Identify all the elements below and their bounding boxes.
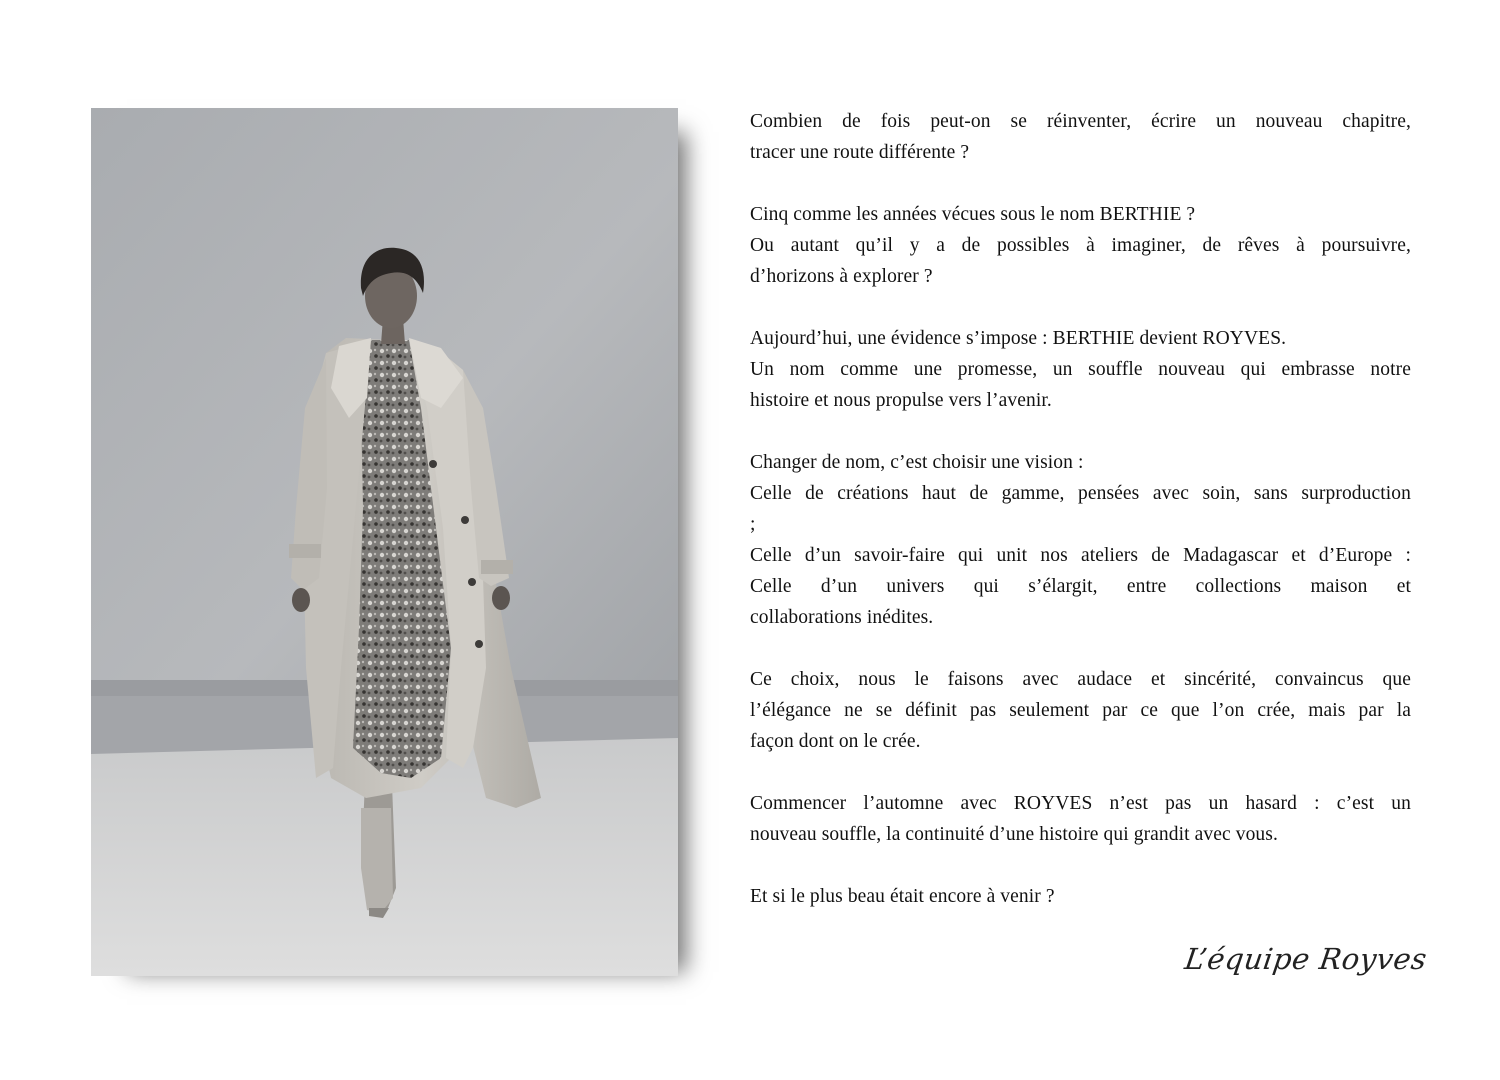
letter-line: Cinq comme les années vécues sous le nom BERTHIE ? xyxy=(750,204,1196,225)
letter-line: tracer une route différente ? xyxy=(750,142,970,163)
paragraph-5 xyxy=(750,664,1411,757)
letter-line: Un nom comme une promesse, un souffle nouveau qui embrasse notre xyxy=(750,359,1411,380)
paragraph-1 xyxy=(750,106,1411,168)
letter-body xyxy=(750,106,1411,943)
paragraph-6 xyxy=(750,788,1411,850)
letter-line: Celle d’un univers qui s’élargit, entre collections maison et xyxy=(750,576,1411,597)
letter-line: l’élégance ne se définit pas seulement par ce que l’on crée, mais par la xyxy=(750,700,1411,721)
letter-line: façon dont on le crée. xyxy=(750,731,921,752)
letter-line: d’horizons à explorer ? xyxy=(750,266,933,287)
paragraph-7 xyxy=(750,881,1411,912)
paragraph-2 xyxy=(750,199,1411,292)
letter-line: nouveau souffle, la continuité d’une histoire qui grandit avec vous. xyxy=(750,824,1278,845)
letter-line: histoire et nous propulse vers l’avenir. xyxy=(750,390,1052,411)
letter-line: Commencer l’automne avec ROYVES n’est pas un hasard : c’est un xyxy=(750,793,1411,814)
letter-line: Combien de fois peut-on se réinventer, écrire un nouveau chapitre, xyxy=(750,111,1411,132)
letter-line: collaborations inédites. xyxy=(750,607,934,628)
letter-line: ; xyxy=(750,514,756,535)
letter-line: Celle d’un savoir-faire qui unit nos ateliers de Madagascar et d’Europe : xyxy=(750,545,1411,566)
model-photo xyxy=(91,108,678,976)
paragraph-4 xyxy=(750,447,1411,633)
letter-line: Changer de nom, c’est choisir une vision : xyxy=(750,452,1084,473)
letter-line: Celle de créations haut de gamme, pensées avec soin, sans surproduction xyxy=(750,483,1411,504)
letter-line: Et si le plus beau était encore à venir ? xyxy=(750,886,1055,907)
letter-line: Ce choix, nous le faisons avec audace et sincérité, convaincus que xyxy=(750,669,1411,690)
letter-line: Ou autant qu’il y a de possibles à imaginer, de rêves à poursuivre, xyxy=(750,235,1411,256)
letter-line: Aujourd’hui, une évidence s’impose : BERTHIE devient ROYVES. xyxy=(750,328,1287,349)
paragraph-3 xyxy=(750,323,1411,416)
model-in-long-coat-icon xyxy=(91,108,678,976)
signature: L’équipe Royves xyxy=(1182,942,1430,976)
